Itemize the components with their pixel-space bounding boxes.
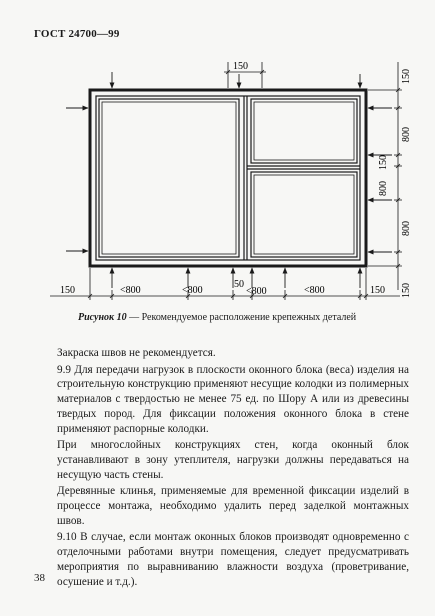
paragraph: Закраска швов не рекомендуется. xyxy=(57,347,216,359)
page-number: 38 xyxy=(34,572,45,584)
dim-bottom-150-right: 150 xyxy=(370,285,385,296)
window-frame xyxy=(90,90,366,266)
dim-bottom-seg2: <800 xyxy=(182,285,203,296)
dim-right-800-a: 800 xyxy=(401,127,412,142)
dim-right-150-top: 150 xyxy=(401,69,412,84)
top-arrows xyxy=(112,72,360,88)
right-dimension-chain xyxy=(368,62,402,290)
left-arrows xyxy=(66,108,88,251)
dim-bottom-seg1: <800 xyxy=(120,285,141,296)
paragraph: Деревянные клинья, применяемые для временной фиксации изделий в процессе монтажа, необходимо удалить перед заделкой монтажных швов. xyxy=(57,485,409,527)
bottom-dimension-chain xyxy=(50,268,400,300)
dim-right-800-b: 800 xyxy=(378,181,389,196)
standard-header: ГОСТ 24700—99 xyxy=(34,28,120,40)
dim-bottom-seg3: <800 xyxy=(246,286,267,297)
right-arrows xyxy=(368,108,392,252)
dim-bottom-150-left: 150 xyxy=(60,285,75,296)
dim-bottom-seg4: <800 xyxy=(304,285,325,296)
dim-right-800-c: 800 xyxy=(401,221,412,236)
figure-caption xyxy=(78,312,418,323)
paragraph: При многослойных конструкциях стен, когда оконный блок устанавливают в зону утеплителя, нагрузки должны передаваться на несущую часть стены. xyxy=(57,439,409,481)
figure-label: Рисунок 10 xyxy=(78,312,127,323)
dim-bottom-50: 50 xyxy=(234,279,244,290)
figure-caption-text: — Рекомендуемое расположение крепежных деталей xyxy=(126,312,357,323)
paragraph: 9.9 Для передачи нагрузок в плоскости оконного блока (веса) изделия на строительную конструкцию применяют несущие колодки из полимерных материалов с твердостью не менее 75 ед. по Шору А или из древесины твердых пород. Для фиксации положения оконного блока в стене применяют распорные колодки. xyxy=(57,363,409,435)
dim-top-150: 150 xyxy=(233,61,248,72)
body-text xyxy=(57,346,409,589)
paragraph: 9.10 В случае, если монтаж оконных блоков производят одновременно с отделочными работами внутри помещения, следует предусматривать мероприятия по выравниванию влажности воздуха (проветривание, осушение и т.д.). xyxy=(57,531,409,588)
dim-right-150-bottom: 150 xyxy=(401,283,412,298)
dim-right-150-mid: 150 xyxy=(378,155,389,170)
